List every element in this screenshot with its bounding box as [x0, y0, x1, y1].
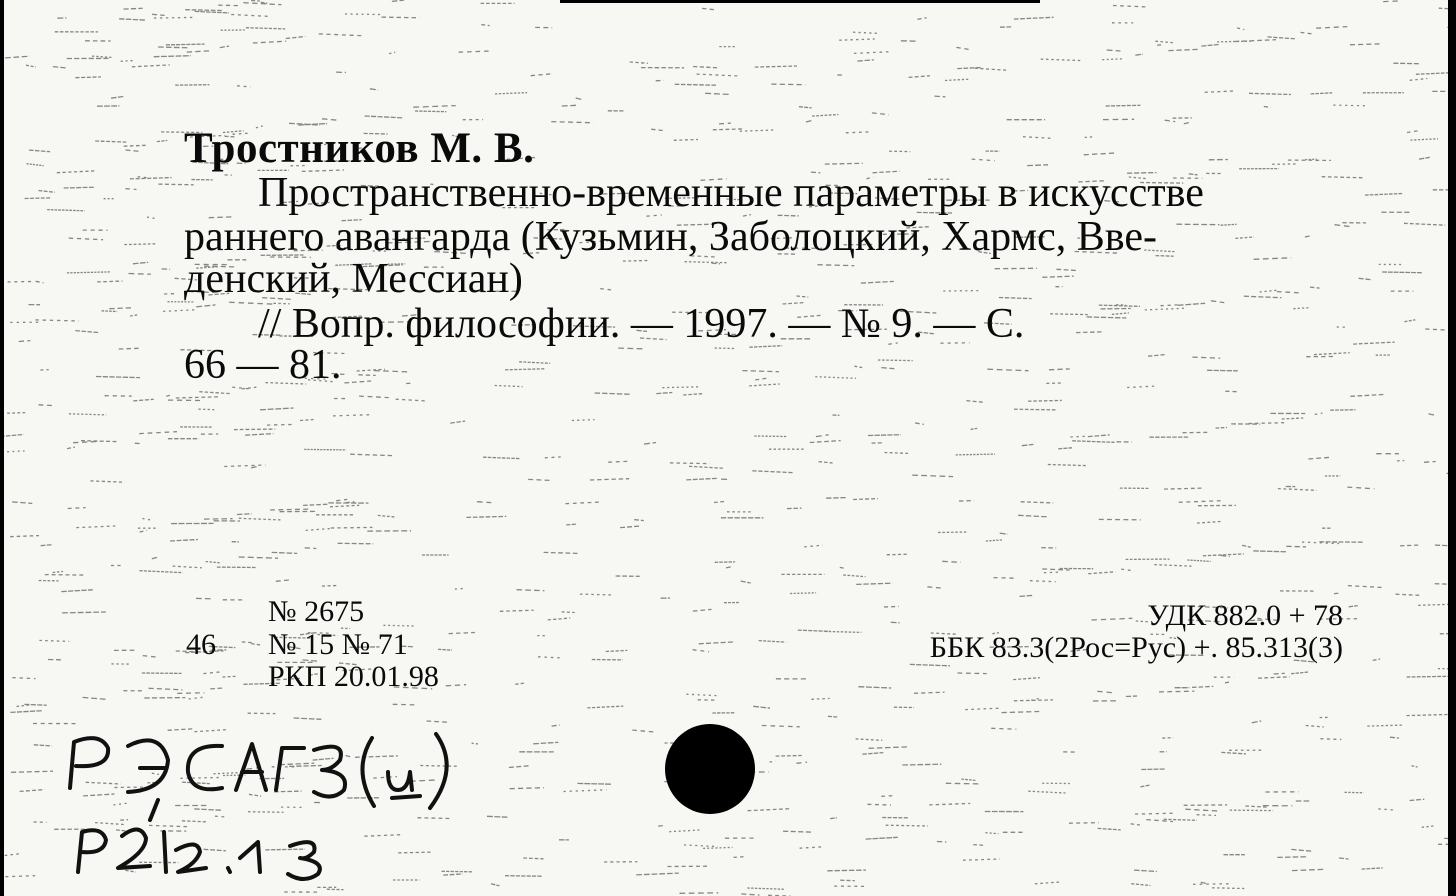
bbk-code: ББК 83.3(2Рос=Рус) +. 85.313(3): [929, 631, 1343, 664]
title-line-1: Пространственно-временные параметры в искусстве: [258, 170, 1204, 216]
source-line: // Вопр. философии. — 1997. — № 9. — С.: [258, 301, 1025, 347]
left-code: 46: [186, 628, 216, 661]
punched-hole: [665, 724, 755, 814]
title-line-3: денский, Мессиан): [184, 256, 523, 302]
record-number: № 2675: [268, 595, 365, 628]
title-line-2: раннего авангарда (Кузьмин, Заболоцкий, Хармс, Вве-: [184, 214, 1157, 260]
rkp-date: РКП 20.01.98: [268, 660, 439, 693]
pages-line: 66 — 81.: [184, 342, 342, 388]
author-name: Тростников М. В.: [184, 125, 535, 172]
udk-code: УДК 882.0 + 78: [1147, 599, 1343, 632]
issue-numbers: № 15 № 71: [268, 628, 408, 661]
